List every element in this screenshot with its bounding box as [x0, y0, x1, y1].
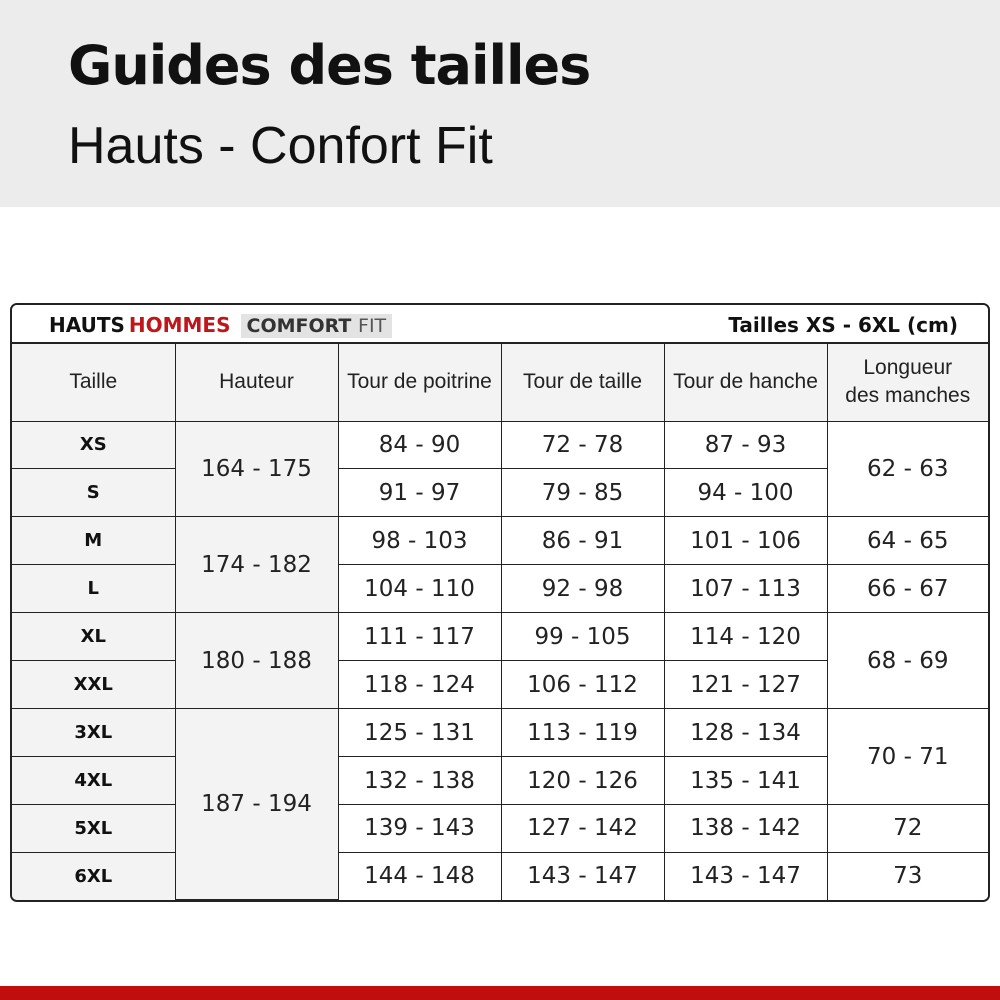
sleeve-cell: 68 - 69 [827, 613, 988, 709]
hip-cell: 143 - 147 [664, 852, 827, 899]
card-header-label [49, 313, 392, 338]
height-cell: 174 - 182 [175, 517, 338, 613]
size-label: 3XL [12, 709, 175, 757]
height-cell: 180 - 188 [175, 613, 338, 709]
label-hauts: HAUTS [49, 313, 125, 337]
header-band [0, 0, 1000, 207]
page-subtitle: Hauts - Confort Fit [68, 117, 493, 175]
waist-cell: 106 - 112 [501, 661, 664, 709]
size-table [12, 344, 988, 900]
hip-cell: 135 - 141 [664, 757, 827, 805]
size-label: L [12, 565, 175, 613]
table-row [12, 805, 988, 853]
size-label: XS [12, 421, 175, 469]
size-label: XL [12, 613, 175, 661]
hip-cell: 94 - 100 [664, 469, 827, 517]
chest-cell: 98 - 103 [338, 517, 501, 565]
size-label: M [12, 517, 175, 565]
chest-cell: 139 - 143 [338, 805, 501, 853]
sleeve-cell: 73 [827, 852, 988, 899]
waist-cell: 120 - 126 [501, 757, 664, 805]
size-chart-card [10, 303, 990, 902]
chest-cell: 84 - 90 [338, 421, 501, 469]
hip-cell: 138 - 142 [664, 805, 827, 853]
size-label: 4XL [12, 757, 175, 805]
size-label: S [12, 469, 175, 517]
chest-cell: 118 - 124 [338, 661, 501, 709]
chest-cell: 111 - 117 [338, 613, 501, 661]
sleeve-cell: 62 - 63 [827, 421, 988, 517]
waist-cell: 143 - 147 [501, 852, 664, 899]
card-header [12, 305, 988, 344]
waist-cell: 127 - 142 [501, 805, 664, 853]
table-header-row [12, 344, 988, 421]
waist-cell: 113 - 119 [501, 709, 664, 757]
size-range-label: Tailles XS - 6XL (cm) [728, 313, 958, 337]
sleeve-cell: 72 [827, 805, 988, 853]
sleeve-cell: 70 - 71 [827, 709, 988, 805]
height-cell: 164 - 175 [175, 421, 338, 517]
table-row [12, 613, 988, 661]
waist-cell: 79 - 85 [501, 469, 664, 517]
hip-cell: 87 - 93 [664, 421, 827, 469]
waist-cell: 92 - 98 [501, 565, 664, 613]
table-row [12, 709, 988, 757]
table-row [12, 852, 988, 899]
waist-cell: 99 - 105 [501, 613, 664, 661]
waist-cell: 86 - 91 [501, 517, 664, 565]
table-row [12, 421, 988, 469]
sleeve-cell: 64 - 65 [827, 517, 988, 565]
chest-cell: 132 - 138 [338, 757, 501, 805]
sleeve-cell: 66 - 67 [827, 565, 988, 613]
col-header-taille: Taille [12, 344, 175, 421]
bottom-accent-bar [0, 986, 1000, 1000]
hip-cell: 114 - 120 [664, 613, 827, 661]
table-row [12, 565, 988, 613]
col-header-hauteur: Hauteur [175, 344, 338, 421]
chest-cell: 125 - 131 [338, 709, 501, 757]
col-header-hanche: Tour de hanche [664, 344, 827, 421]
waist-cell: 72 - 78 [501, 421, 664, 469]
comfort-fit-badge [241, 314, 393, 338]
hip-cell: 121 - 127 [664, 661, 827, 709]
chest-cell: 91 - 97 [338, 469, 501, 517]
height-cell: 187 - 194 [175, 709, 338, 900]
hip-cell: 107 - 113 [664, 565, 827, 613]
badge-light-text: FIT [358, 315, 387, 337]
badge-bold-text: COMFORT [246, 315, 352, 337]
size-label: XXL [12, 661, 175, 709]
table-row [12, 517, 988, 565]
page-title: Guides des tailles [68, 34, 591, 97]
hip-cell: 128 - 134 [664, 709, 827, 757]
col-header-tour-taille: Tour de taille [501, 344, 664, 421]
chest-cell: 144 - 148 [338, 852, 501, 899]
label-hommes: HOMMES [128, 313, 231, 337]
col-header-manches-line1: Longueur [863, 356, 953, 380]
col-header-manches-line2: des manches [845, 384, 971, 408]
size-label: 5XL [12, 805, 175, 853]
size-label: 6XL [12, 852, 175, 899]
col-header-poitrine: Tour de poitrine [338, 344, 501, 421]
hip-cell: 101 - 106 [664, 517, 827, 565]
chest-cell: 104 - 110 [338, 565, 501, 613]
col-header-manches [827, 344, 988, 421]
